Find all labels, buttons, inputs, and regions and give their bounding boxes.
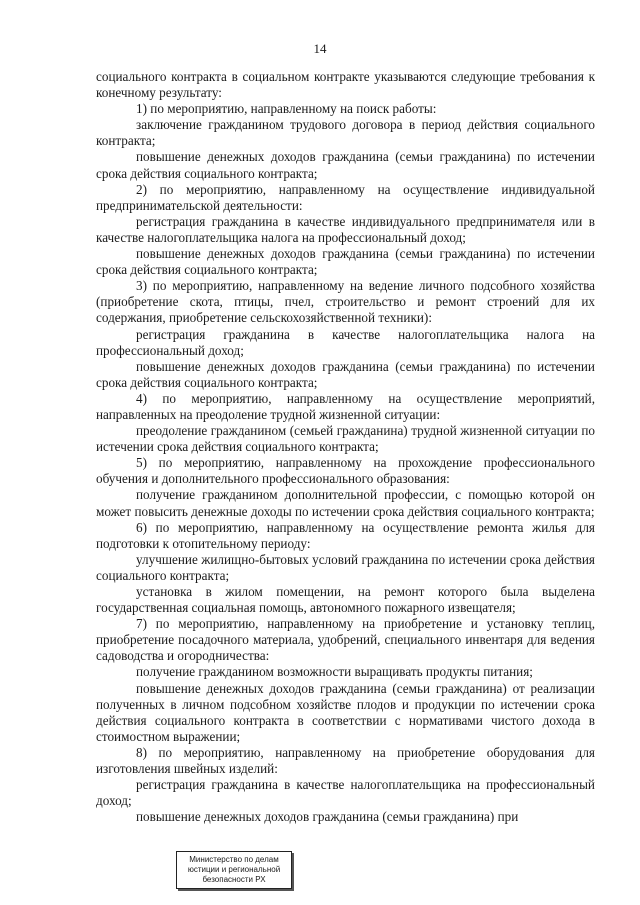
page-number: 14 [313,41,327,56]
paragraph: повышение денежных доходов гражданина (семьи гражданина) по истечении срока действия социального контракта; [96,149,595,181]
paragraph: заключение гражданином трудового договора в период действия социального контракта; [96,117,595,149]
ministry-stamp [176,851,292,889]
paragraph: повышение денежных доходов гражданина (семьи гражданина) при [136,809,519,825]
paragraph: повышение денежных доходов гражданина (семьи гражданина) по истечении срока действия социального контракта; [96,358,595,390]
paragraph: 7) по мероприятию, направленному на приобретение и установку теплиц, приобретение посадочного материала, удобрений, специального инвентаря для ведения садоводства и огородничества: [96,616,595,664]
paragraph: повышение денежных доходов гражданина (семьи гражданина) от реализации полученных в личном подсобном хозяйстве плодов и продукции по истечении срока действия социального контракта в соответствии с нормативами чистого дохода в стоимостном выражении; [96,680,595,744]
paragraph: социального контракта в социальном контракте указываются следующие требования к конечному результату: [96,69,595,101]
paragraph: 6) по мероприятию, направленному на осуществление ремонта жилья для подготовки к отопительному периоду: [96,519,595,551]
paragraph: установка в жилом помещении, на ремонт которого была выделена государственная социальная помощь, автономного пожарного извещателя; [96,584,595,616]
paragraph: улучшение жилищно-бытовых условий гражданина по истечении срока действия социального контракта; [96,551,595,583]
paragraph: 4) по мероприятию, направленному на осуществление мероприятий, направленных на преодоление трудной жизненной ситуации: [96,390,595,422]
paragraph: 8) по мероприятию, направленному на приобретение оборудования для изготовления швейных изделий: [96,744,595,777]
paragraph: регистрация гражданина в качестве налогоплательщика на профессиональный доход; [96,777,595,809]
paragraph: 2) по мероприятию, направленному на осуществление индивидуальной предпринимательской деятельности: [96,181,595,213]
paragraph: 1) по мероприятию, направленному на поиск работы: [136,101,437,117]
paragraph: получение гражданином возможности выращивать продукты питания; [136,664,533,680]
document-body [96,69,595,825]
paragraph: получение гражданином дополнительной профессии, с помощью которой он может повысить денежные доходы по истечении срока действия социального контракта; [96,487,595,519]
paragraph: регистрация гражданина в качестве налогоплательщика налога на профессиональный доход; [96,326,595,358]
paragraph: преодоление гражданином (семьей гражданина) трудной жизненной ситуации по истечении срока действия социального контракта; [96,423,595,455]
paragraph: 5) по мероприятию, направленному на прохождение профессионального обучения и дополнительного профессионального образования: [96,455,595,487]
stamp-line: Министерство по делам [189,855,279,864]
paragraph: регистрация гражданина в качестве индивидуального предпринимателя или в качестве налогоплательщика налога на профессиональный доход; [96,213,595,245]
paragraph: повышение денежных доходов гражданина (семьи гражданина) по истечении срока действия социального контракта; [96,246,595,278]
stamp-line: безопасности РХ [202,875,266,884]
paragraph: 3) по мероприятию, направленному на ведение личного подсобного хозяйства (приобретение скота, птицы, пчел, строительство и ремонт строений для их содержания, приобретение сельскохозяйственной техники): [96,278,595,326]
stamp-line: юстиции и региональной [187,865,281,874]
